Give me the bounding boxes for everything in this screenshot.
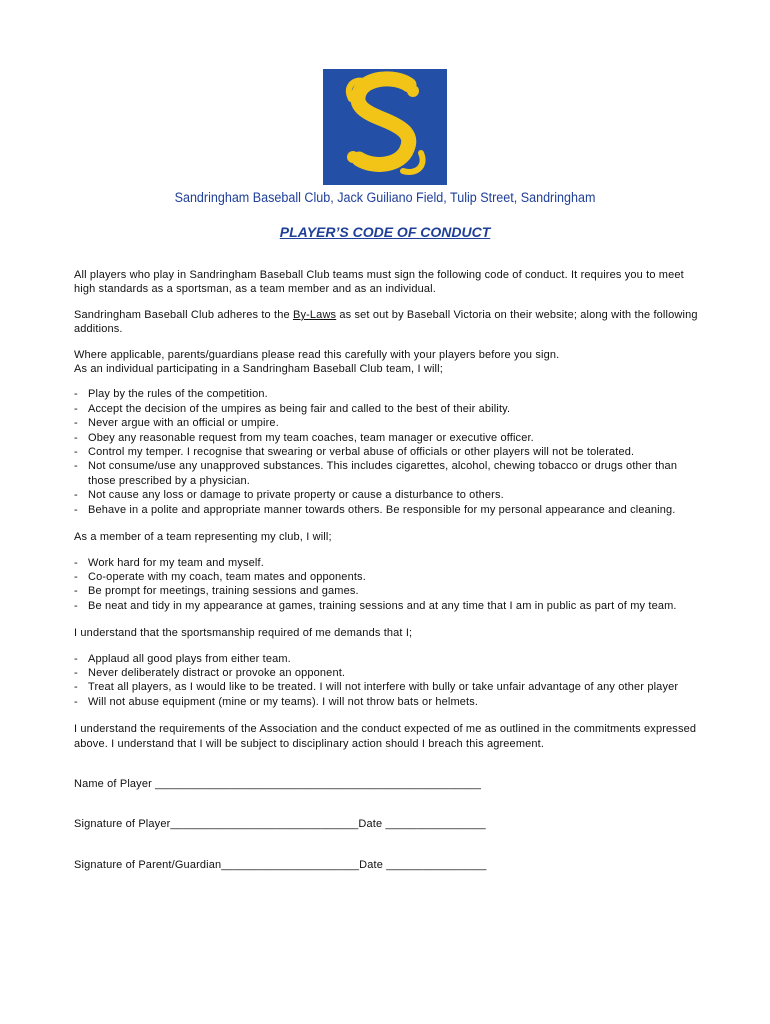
team-commitments-list xyxy=(74,556,704,614)
bylaws-paragraph xyxy=(74,308,704,337)
list-item: - Control my temper. I recognise that swearing or verbal abuse of officials or other players will not be tolerated. xyxy=(74,445,704,459)
club-address-line: Sandringham Baseball Club, Jack Guiliano Field, Tulip Street, Sandringham xyxy=(174,190,596,205)
bylaws-text-after: as set out by Baseball Victoria on their website; along with the following additions. xyxy=(74,308,698,336)
list-item: - Behave in a polite and appropriate manner towards others. Be responsible for my personal appearance and cleaning. xyxy=(74,503,704,517)
bylaws-link[interactable]: By-Laws xyxy=(292,308,337,321)
parent-signature-field[interactable]: Signature of Parent/Guardian______________________Date ________________ xyxy=(74,858,487,871)
page-title: PLAYER’S CODE OF CONDUCT xyxy=(279,224,491,240)
club-logo-s-icon xyxy=(323,69,447,185)
list-item: - Play by the rules of the competition. xyxy=(74,387,704,401)
document-body xyxy=(74,268,704,872)
list-item: - Not consume/use any unapproved substances. This includes cigarettes, alcohol, chewing tobacco or drugs other than those prescribed by a physician. xyxy=(74,459,704,488)
list-item: - Be neat and tidy in my appearance at games, training sessions and at any time that I am in public as part of my team. xyxy=(74,599,704,613)
list-item: - Will not abuse equipment (mine or my teams). I will not throw bats or helmets. xyxy=(74,695,704,709)
list-item: - Obey any reasonable request from my team coaches, team manager or executive officer. xyxy=(74,431,704,445)
list-item: - Work hard for my team and myself. xyxy=(74,556,704,570)
list-item: - Never deliberately distract or provoke an opponent. xyxy=(74,666,704,680)
list-item: - Co-operate with my coach, team mates and opponents. xyxy=(74,570,704,584)
list-item: - Accept the decision of the umpires as being fair and called to the best of their ability. xyxy=(74,402,704,416)
list-item: - Be prompt for meetings, training sessions and games. xyxy=(74,584,704,598)
club-logo xyxy=(323,69,447,185)
list-item: - Never argue with an official or umpire. xyxy=(74,416,704,430)
list-item: - Treat all players, as I would like to be treated. I will not interfere with bully or take unfair advantage of any other player xyxy=(74,680,704,694)
list-item: - Applaud all good plays from either team. xyxy=(74,652,704,666)
sportsmanship-list xyxy=(74,652,704,710)
player-signature-field[interactable]: Signature of Player______________________________Date ________________ xyxy=(74,818,486,831)
closing-paragraph: I understand the requirements of the Association and the conduct expected of me as outlined in the commitments expressed above. I understand that I will be subject to disciplinary action should I breach this agreement. xyxy=(74,723,697,750)
player-name-field[interactable]: Name of Player ____________________________________________________ xyxy=(74,777,482,790)
team-intro: As a member of a team representing my club, I will; xyxy=(74,531,332,544)
bylaws-text-before: Sandringham Baseball Club adheres to the xyxy=(74,308,293,321)
individual-commitments-list xyxy=(74,387,704,517)
list-item: - Not cause any loss or damage to private property or cause a disturbance to others. xyxy=(74,488,704,502)
parents-note: Where applicable, parents/guardians please read this carefully with your players before you sign. xyxy=(74,348,560,361)
intro-paragraph: All players who play in Sandringham Baseball Club teams must sign the following code of conduct. It requires you to meet high standards as a sportsman, as a team member and as an individual. xyxy=(74,269,684,296)
sportsmanship-intro: I understand that the sportsmanship required of me demands that I; xyxy=(74,627,413,640)
individual-intro: As an individual participating in a Sandringham Baseball Club team, I will; xyxy=(74,363,443,376)
